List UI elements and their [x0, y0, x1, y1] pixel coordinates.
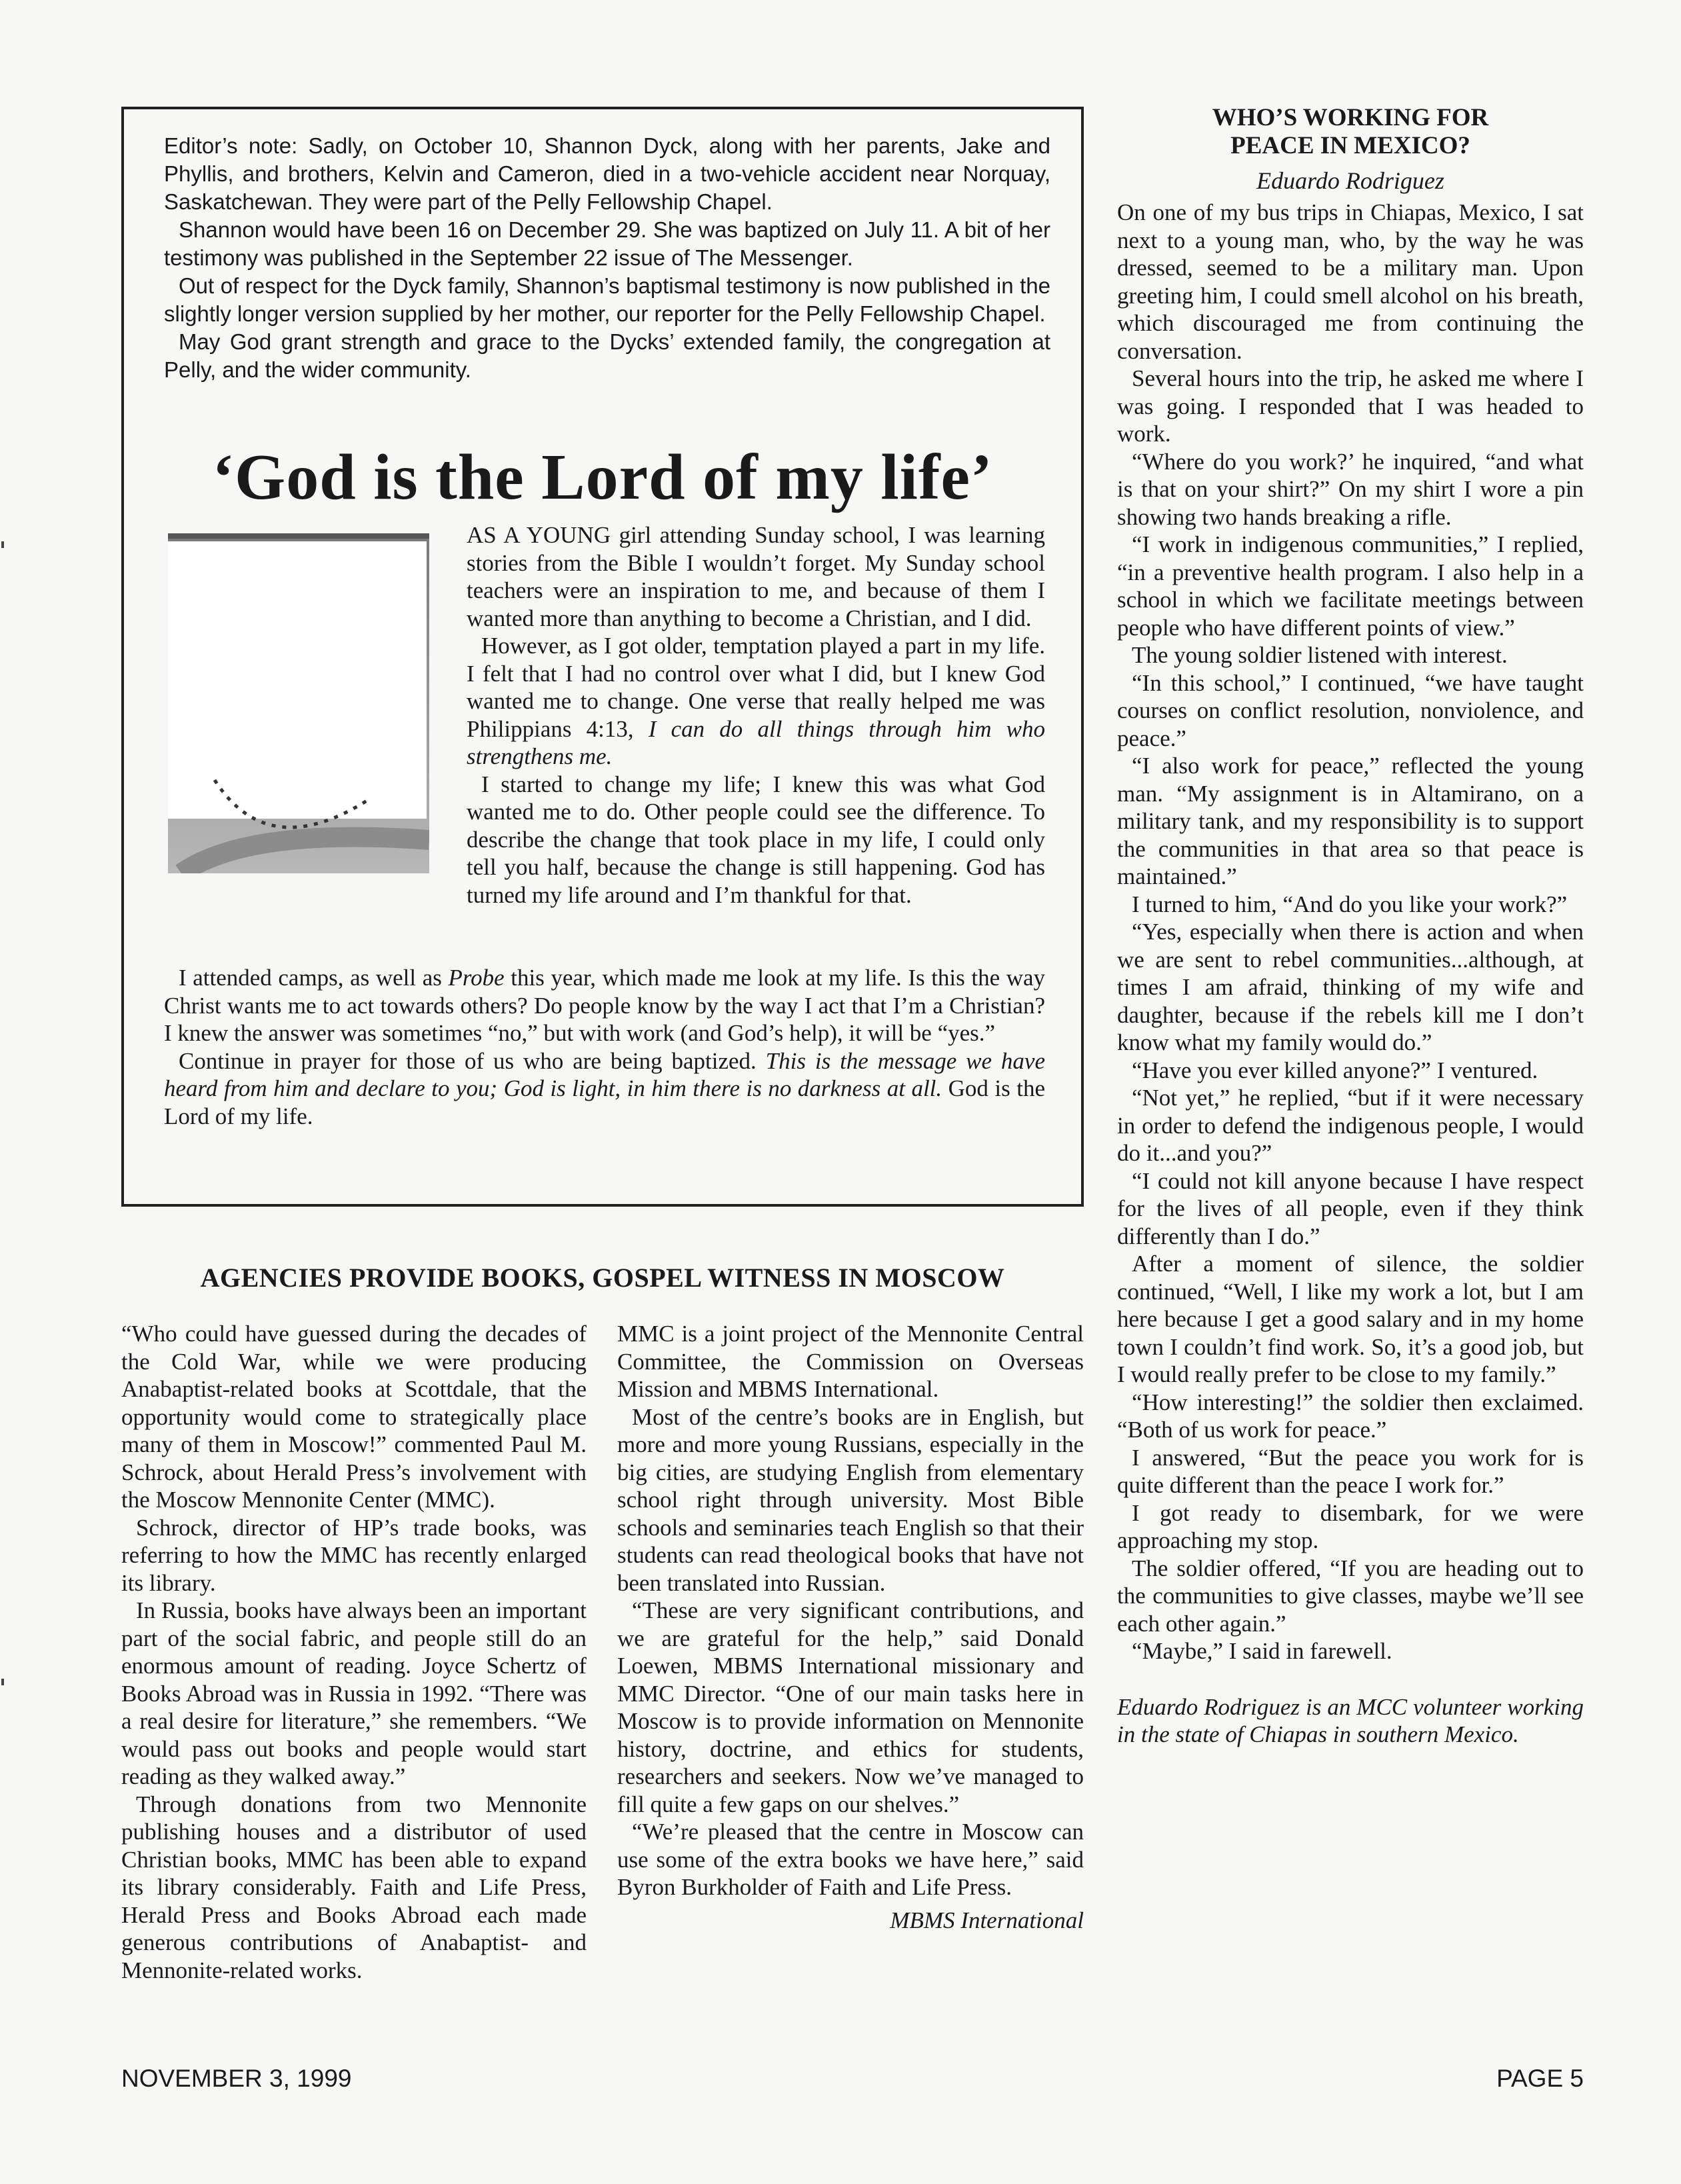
testimony-text: this year, which made me look at my life. Is this the way Christ wants me to act towards others? Do people know by the way I act that I’m a Christian? I knew the answer was sometimes “no,” but with work (and God’s help), it will be “yes.” — [164, 965, 1046, 1046]
peace-headline — [1117, 104, 1584, 160]
article-paragraph: “We’re pleased that the centre in Moscow can use some of the extra books we have here,” said Byron Burkholder of Faith and Life Press. — [617, 1819, 1084, 1900]
editor-note-paragraph: Shannon would have been 16 on December 29. She was baptized on July 11. A bit of her testimony was published in the September 22 issue of The Messenger. — [164, 217, 1050, 270]
editor-note-paragraph: May God grant strength and grace to the Dycks’ extended family, the congregation at Pelly, and the wider community. — [164, 329, 1050, 382]
testimony-text: God is the Lord of my life. — [164, 1075, 1045, 1129]
article-paragraph: “Where do you work?’ he inquired, “and what is that on your shirt?” On my shirt I wore a pin showing two hands breaking a rifle. — [1117, 448, 1584, 530]
testimony-paragraph — [467, 632, 1045, 771]
testimony-column — [467, 521, 1045, 909]
peace-headline-line: WHO’S WORKING FOR — [1212, 104, 1489, 131]
testimony-paragraph: AS A YOUNG girl attending Sunday school, I was learning stories from the Bible I wouldn’t forget. My Sunday school teachers were an inspiration to me, and because of them I wanted more than anything to become a Christian, and I did. — [467, 522, 1045, 631]
article-paragraph: Schrock, director of HP’s trade books, was referring to how the MMC has recently enlarged its library. — [121, 1514, 587, 1596]
article-paragraph: In Russia, books have always been an important part of the social fabric, and people still do an enormous amount of reading. Joyce Schertz of Books Abroad was in Russia in 1992. “There was a real desire for literature,” she remembers. “We would pass out books and people would start reading as they walked away.” — [121, 1597, 587, 1789]
testimony-text: I attended camps, as well as — [179, 965, 442, 991]
article-paragraph: “These are very significant contributions, and we are grateful for the help,” said Donald Loewen, MBMS International missionary and MMC Director. “One of our main tasks here in Moscow is to provide information on Mennonite history, doctrine, and ethics for students, researchers and seekers. Now we’ve managed to fill quite a few gaps on our shelves.” — [617, 1597, 1084, 1817]
article-paragraph: “I also work for peace,” reflected the young man. “My assignment is in Altamirano, on a military tank, and my responsibility is to support the communities in that area so that peace is maintained.” — [1117, 753, 1584, 889]
testimony-continued — [164, 964, 1045, 1130]
author-note: Eduardo Rodriguez is an MCC volunteer working in the state of Chiapas in southern Mexico. — [1117, 1693, 1584, 1747]
article-paragraph: On one of my bus trips in Chiapas, Mexico, I sat next to a young man, who, by the way he was dressed, seemed to be a military man. Upon greeting him, I could smell alcohol on his breath, which discouraged me from continuing the conversation. — [1117, 199, 1584, 364]
testimony-text: However, as I got older, temptation played a part in my life. I felt that I had no control over what I did, but I knew God wanted me to change. One verse that really helped me was Philippians 4:13, — [467, 633, 1045, 742]
scan-mark — [1, 1679, 4, 1685]
article-paragraph: “I could not kill anyone because I have respect for the lives of all people, even if they think differently than I do.” — [1117, 1167, 1584, 1249]
article-paragraph: “Who could have guessed during the decades of the Cold War, while we were producing Anabaptist-related books at Scottdale, that the opportunity would come to strategically place many of them in Moscow!” commented Paul M. Schrock, about Herald Press’s involvement with the Moscow Mennonite Center (MMC). — [121, 1321, 587, 1513]
scan-mark — [1, 541, 4, 548]
editor-note-paragraph: Out of respect for the Dyck family, Shannon’s baptismal testimony is now published in the slightly longer version supplied by her mother, our reporter for the Pelly Fellowship Chapel. — [164, 273, 1050, 326]
article-paragraph: I answered, “But the peace you work for is quite different than the peace I work for.” — [1117, 1444, 1584, 1498]
peace-byline: Eduardo Rodriguez — [1256, 167, 1444, 194]
article-paragraph: “I work in indigenous communities,” I replied, “in a preventive health program. I also help in a school in which we facilitate meetings between people who have different points of view.” — [1117, 531, 1584, 641]
article-paragraph: Several hours into the trip, he asked me where I was going. I responded that I was headed to work. — [1117, 365, 1584, 447]
agencies-column-1 — [121, 1320, 587, 1984]
testimony-text: Continue in prayer for those of us who are being baptized. — [179, 1047, 757, 1074]
testimony-paragraph: I started to change my life; I knew this was what God wanted me to do. Other people could see the difference. To describe the change that took place in my life, I could only tell you half, because the change is still happening. God has turned my life around and I’m thankful for that. — [467, 771, 1045, 908]
agencies-column-2 — [617, 1320, 1084, 1934]
article-paragraph: After a moment of silence, the soldier continued, “Well, I like my work a lot, but I am here because I get a good salary and in my home town I couldn’t find work. So, it’s a good job, but I would really prefer to be close to my family.” — [1117, 1251, 1584, 1387]
article-paragraph: “Yes, especially when there is action and when we are sent to rebel communities...although, at times I am afraid, thinking of my wife and daughter, because if the rebels kill me I don’t know what my family would do.” — [1117, 919, 1584, 1055]
article-paragraph: “Not yet,” he replied, “but if it were necessary in order to defend the indigenous people, I would do it...and you?” — [1117, 1085, 1584, 1166]
footer-date: NOVEMBER 3, 1999 — [121, 2065, 352, 2092]
article-paragraph: The young soldier listened with interest. — [1132, 642, 1508, 668]
photo-frame-edge — [168, 533, 429, 539]
article-paragraph: “Maybe,” I said in farewell. — [1132, 1638, 1392, 1664]
article-paragraph: “In this school,” I continued, “we have taught courses on conflict resolution, nonviolence, and peace.” — [1117, 669, 1584, 751]
scripture-quote: This is the message we have heard from him and declare to you; God is light, in him there is no darkness at all. — [164, 1047, 1046, 1101]
article-paragraph: The soldier offered, “If you are heading out to the communities to give classes, maybe we’ll see each other again.” — [1117, 1555, 1584, 1637]
article-paragraph: Through donations from two Mennonite publishing houses and a distributor of used Christian books, MMC has been able to expand its library considerably. Faith and Life Press, Herald Press and Books Abroad each made generous contributions of Anabaptist- and Mennonite-related works. — [121, 1791, 587, 1983]
agencies-headline: AGENCIES PROVIDE BOOKS, GOSPEL WITNESS IN MOSCOW — [200, 1263, 1005, 1293]
article-credit: MBMS International — [890, 1907, 1084, 1933]
article-paragraph: MMC is a joint project of the Mennonite Central Committee, the Commission on Overseas Mission and MBMS International. — [617, 1321, 1084, 1402]
editor-note-paragraph: Editor’s note: Sadly, on October 10, Shannon Dyck, along with her parents, Jake and Phyllis, and brothers, Kelvin and Cameron, died in a two-vehicle accident near Norquay, Saskatchewan. They were part of the Pelly Fellowship Chapel. — [164, 133, 1050, 214]
testimony-paragraph — [164, 1047, 1045, 1131]
necklace-graphic — [168, 773, 429, 873]
article-paragraph: I turned to him, “And do you like your work?” — [1132, 891, 1568, 917]
camp-name: Probe — [448, 965, 505, 991]
scripture-quote: I can do all things through him who strengthens me. — [467, 715, 1045, 769]
article-paragraph: I got ready to disembark, for we were approaching my stop. — [1117, 1499, 1584, 1553]
article-paragraph: Most of the centre’s books are in English, but more and more young Russians, especially in the big cities, are studying English from elementary school right through university. Most Bible schools and seminaries teach English so that their students can read theological books that have not been translated into Russian. — [617, 1403, 1084, 1596]
editor-note — [164, 132, 1050, 384]
article-paragraph: “Have you ever killed anyone?” I ventured. — [1132, 1057, 1538, 1083]
peace-column — [1117, 199, 1584, 1749]
testimony-paragraph — [164, 964, 1045, 1047]
peace-headline-line: PEACE IN MEXICO? — [1230, 132, 1470, 159]
testimony-title: ‘God is the Lord of my life’ — [212, 441, 993, 513]
page-number: PAGE 5 — [1496, 2065, 1584, 2092]
article-paragraph: “How interesting!” the soldier then exclaimed. “Both of us work for peace.” — [1117, 1389, 1584, 1443]
